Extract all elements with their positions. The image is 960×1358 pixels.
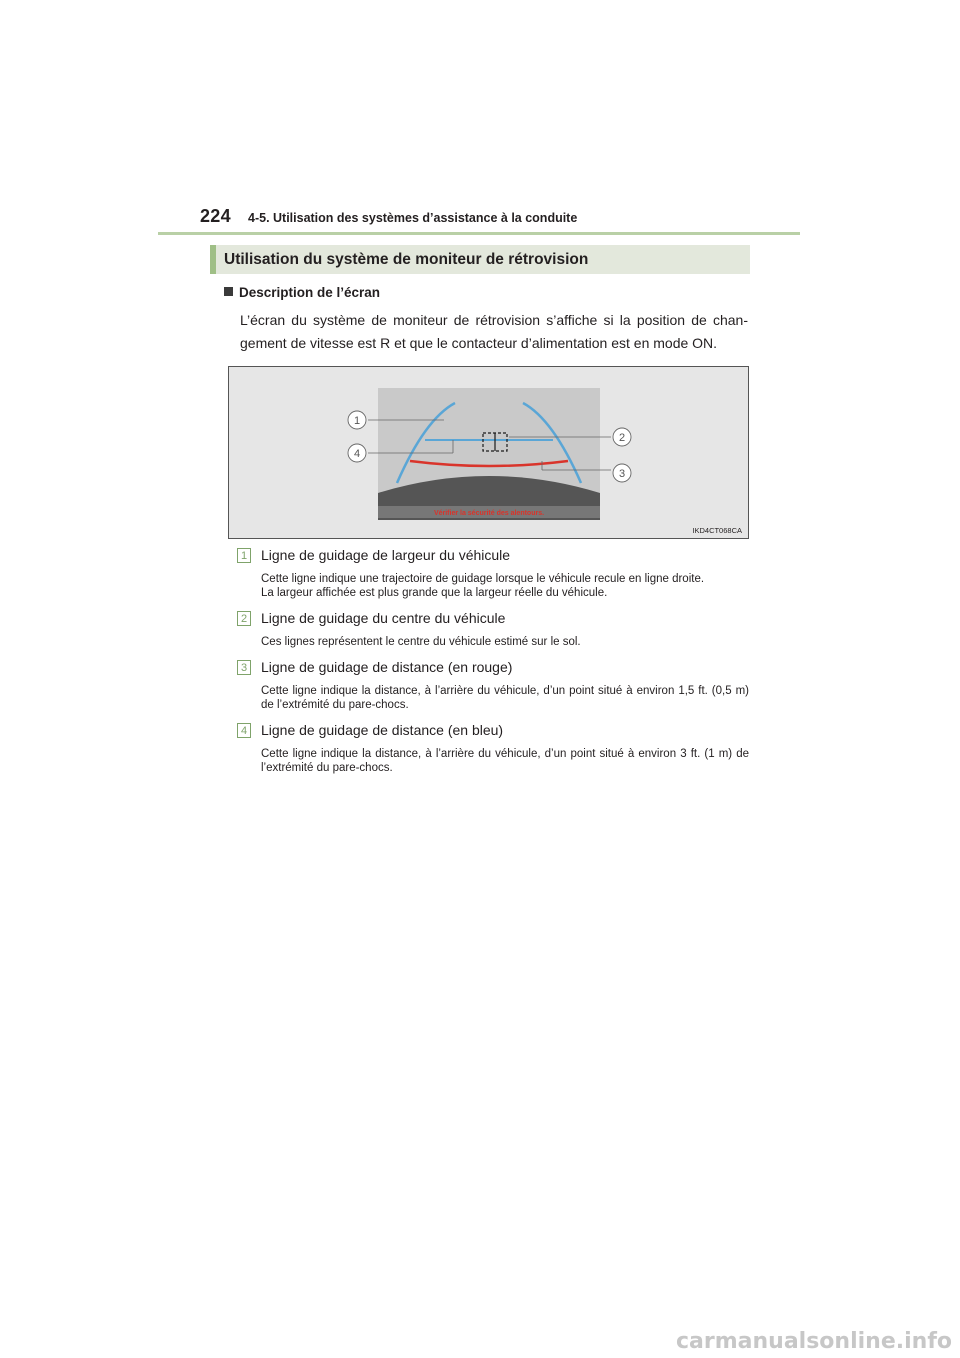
chapter-title: 4-5. Utilisation des systèmes d’assistance à la conduite	[248, 211, 578, 225]
callout-descriptions	[237, 546, 749, 784]
item-title: Ligne de guidage de largeur du véhicule	[261, 547, 511, 563]
section-heading	[210, 245, 750, 274]
item-title: Ligne de guidage de distance (en rouge)	[261, 659, 513, 675]
list-item	[237, 609, 749, 649]
page-number: 224	[200, 206, 231, 226]
item-description	[261, 572, 749, 600]
list-item	[237, 658, 749, 712]
watermark: carmanualsonline.info	[676, 1329, 952, 1354]
item-number-badge: 1	[237, 548, 251, 563]
monitor-screen-illustration	[229, 367, 748, 538]
subsection-title: Description de l’écran	[239, 285, 381, 300]
page-header	[158, 200, 800, 236]
callout-3-label: 3	[618, 468, 626, 480]
figure-code: IKD4CT068CA	[692, 526, 742, 535]
item-description-line: Cette ligne indique une trajectoire de guidage lorsque le véhicule recule en ligne droite.	[261, 573, 705, 585]
item-description	[261, 747, 749, 775]
list-item	[237, 721, 749, 775]
item-number-badge: 2	[237, 611, 251, 626]
item-title: Ligne de guidage de distance (en bleu)	[261, 722, 504, 738]
item-description-line: Cette ligne indique la distance, à l’arrière du véhicule, d’un point situé à environ 1,5 ft. (0,5 m) de l’extrémité du pare-chocs.	[261, 685, 749, 711]
item-description	[261, 684, 749, 712]
callout-2-label: 2	[618, 432, 626, 444]
square-bullet-icon	[224, 287, 233, 296]
header-rule	[158, 232, 800, 235]
callout-1-label: 1	[353, 415, 361, 427]
section-title: Utilisation du système de moniteur de rétrovision	[224, 251, 589, 268]
list-item	[237, 546, 749, 600]
item-description-line: Cette ligne indique la distance, à l’arrière du véhicule, d’un point situé à environ 3 ft. (1 m) de l’extrémité du pare-chocs.	[261, 748, 749, 774]
subsection-heading	[224, 285, 380, 300]
item-description	[261, 635, 749, 649]
screen-warning-text: Vérifier la sécurité des alentours.	[433, 510, 545, 517]
item-description-line: La largeur affichée est plus grande que la largeur réelle du véhicule.	[261, 587, 608, 599]
callout-4-label: 4	[353, 448, 361, 460]
item-description-line: Ces lignes représentent le centre du véhicule estimé sur le sol.	[261, 636, 581, 648]
intro-paragraph: L’écran du système de moniteur de rétrovision s’affiche si la position de chan-gement de vitesse est R et que le contacteur d’alimentation est en mode ON.	[240, 312, 748, 351]
item-number-badge: 3	[237, 660, 251, 675]
item-number-badge: 4	[237, 723, 251, 738]
item-title: Ligne de guidage du centre du véhicule	[261, 610, 506, 626]
rear-view-monitor-figure	[228, 366, 749, 539]
